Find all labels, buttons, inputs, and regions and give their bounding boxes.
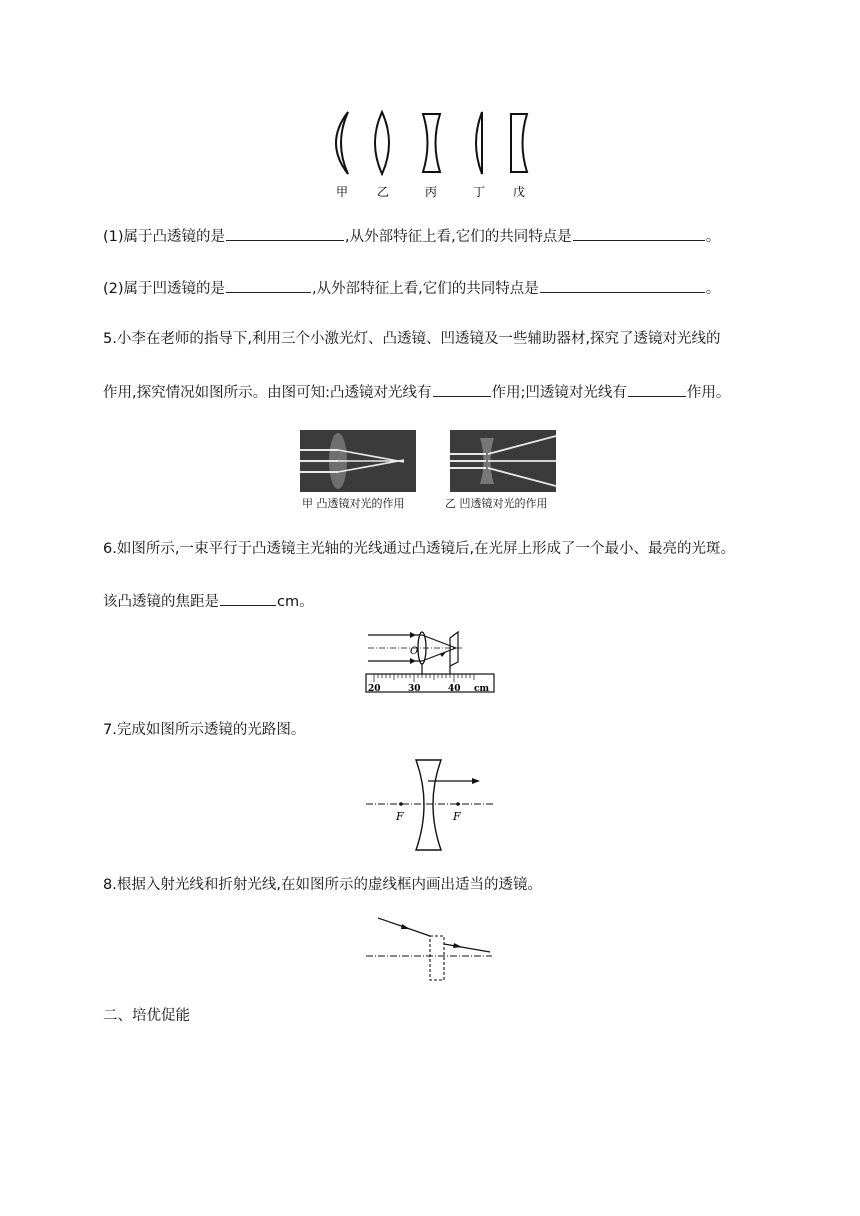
- q4-1-blank-a[interactable]: [226, 226, 344, 241]
- concave-lens-photo: [450, 430, 556, 492]
- q6-text-a: 该凸透镜的焦距是: [103, 594, 219, 610]
- lens-label-bing: 丙: [425, 185, 438, 199]
- q5-text-c: 作用。: [686, 385, 731, 401]
- lens-jia: [336, 112, 348, 174]
- lens-label-yi: 乙: [377, 185, 390, 199]
- section-2-title: 二、培优促能: [103, 1008, 190, 1024]
- question-6-line1: 6.如图所示,一束平行于凸透镜主光轴的光线通过凸透镜后,在光屏上形成了一个最小、最亮的光斑。: [103, 541, 736, 557]
- focus-right-label: F: [453, 810, 461, 823]
- q6-blank-focal[interactable]: [220, 591, 276, 606]
- ruler-label-30: 30: [408, 684, 421, 694]
- lens-label-jia: 甲: [336, 185, 349, 199]
- focus-left-label: F: [396, 810, 404, 823]
- question-7: 7.完成如图所示透镜的光路图。: [103, 722, 306, 738]
- dashed-box-ray-figure: [366, 912, 494, 982]
- lens-label-ding: 丁: [473, 185, 486, 199]
- question-6-line2: [103, 591, 314, 612]
- lens-label-wu: 戊: [513, 185, 526, 199]
- q5-caption-b: 乙 凹透镜对光的作用: [445, 497, 548, 510]
- q4-1-text-a: (1)属于凸透镜的是: [103, 229, 226, 245]
- q4-2-blank-b[interactable]: [540, 278, 705, 293]
- q5-text-a: 作用,探究情况如图所示。由图可知:凸透镜对光线有: [103, 385, 432, 401]
- focal-length-figure: [364, 630, 498, 694]
- q5-blank-convex[interactable]: [433, 382, 491, 397]
- q4-1-end: 。: [705, 229, 721, 245]
- question-8: 8.根据入射光线和折射光线,在如图所示的虚线框内画出适当的透镜。: [103, 877, 542, 893]
- ruler-label-unit: cm: [474, 684, 490, 694]
- q4-1-blank-b[interactable]: [573, 226, 705, 241]
- concave-lens-ray-figure: [366, 758, 496, 856]
- lens-types-figure: [318, 108, 538, 203]
- lens-yi: [375, 112, 389, 174]
- question-5-line1: 5.小李在老师的指导下,利用三个小激光灯、凸透镜、凹透镜及一些辅助器材,探究了透镜对光线的: [103, 331, 721, 347]
- question-4-1: [103, 226, 720, 247]
- q4-2-text-a: (2)属于凹透镜的是: [103, 281, 226, 297]
- question-5-line2: [103, 382, 730, 403]
- ruler-label-20: 20: [368, 684, 381, 694]
- q5-text-b: 作用;凹透镜对光线有: [491, 385, 627, 401]
- question-4-2: [103, 278, 720, 299]
- lens-wu: [511, 114, 527, 172]
- convex-lens-photo: [300, 430, 416, 492]
- q4-2-blank-a[interactable]: [226, 278, 311, 293]
- q4-1-text-b: ,从外部特征上看,它们的共同特点是: [345, 229, 572, 245]
- lens-bing: [423, 114, 440, 172]
- q6-text-b: cm。: [277, 594, 314, 610]
- ruler-label-40: 40: [448, 684, 461, 694]
- q4-2-end: 。: [705, 281, 721, 297]
- q6-lens-mark: O: [410, 646, 419, 657]
- q5-blank-concave[interactable]: [628, 382, 686, 397]
- lens-ding: [476, 112, 482, 174]
- q4-2-text-b: ,从外部特征上看,它们的共同特点是: [312, 281, 539, 297]
- q5-caption-a: 甲 凸透镜对光的作用: [302, 497, 405, 510]
